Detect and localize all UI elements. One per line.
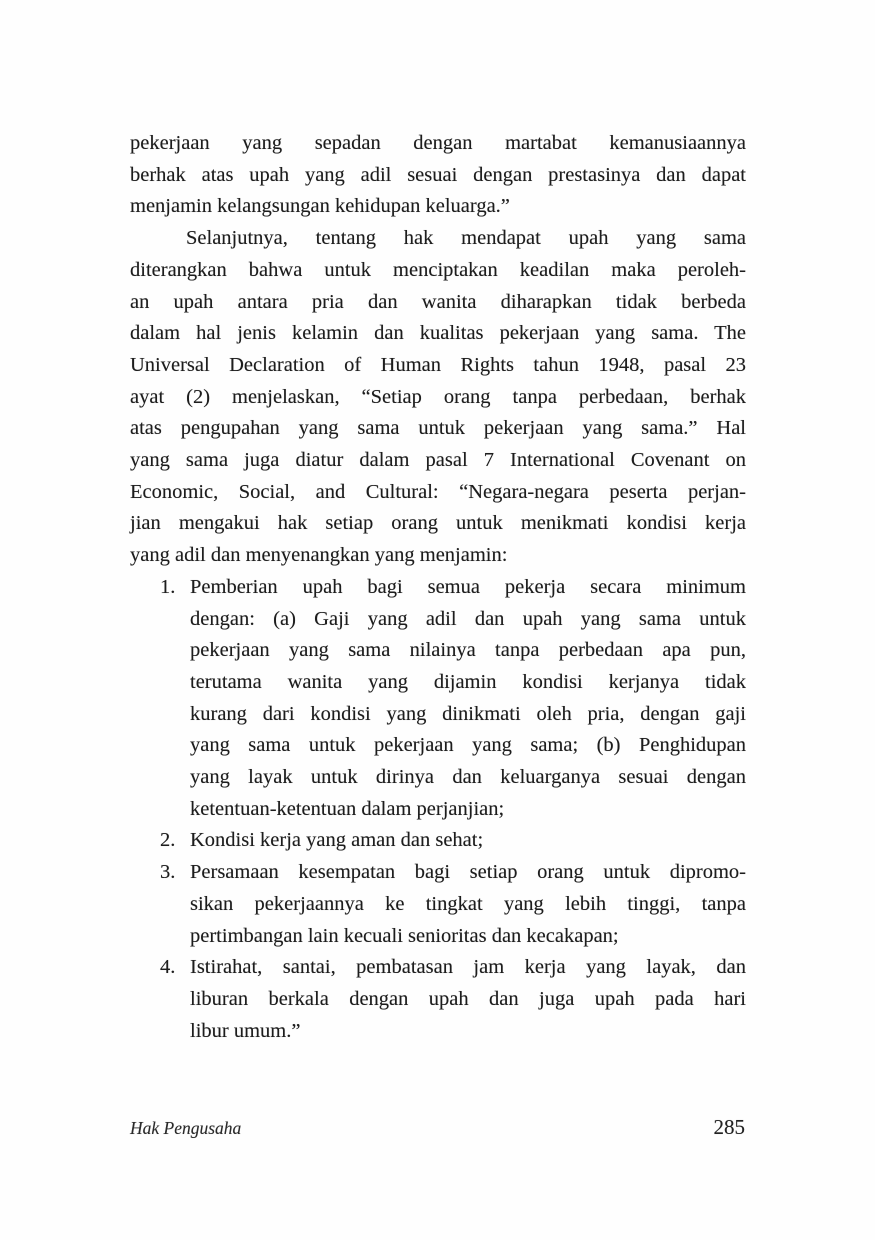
list-item-number: 4. xyxy=(160,956,176,979)
page-number: 285 xyxy=(713,1115,745,1139)
paragraph xyxy=(130,223,746,572)
list-item xyxy=(130,572,746,826)
text-line: berhak atas upah yang adil sesuai dengan prestasinya dan dapat xyxy=(130,163,746,186)
text-line: jian mengakui hak setiap orang untuk menikmati kondisi kerja xyxy=(130,512,746,535)
text-line: ketentuan-ketentuan dalam perjanjian; xyxy=(190,797,505,820)
list-item xyxy=(130,952,746,1047)
text-line: diterangkan bahwa untuk menciptakan keadilan maka peroleh- xyxy=(130,258,746,281)
body-text xyxy=(130,128,746,1047)
text-line: Pemberian upah bagi semua pekerja secara minimum xyxy=(190,575,746,598)
text-line: kurang dari kondisi yang dinikmati oleh pria, dengan gaji xyxy=(190,702,746,725)
text-line: pertimbangan lain kecuali senioritas dan kecakapan; xyxy=(190,924,619,947)
text-line: Kondisi kerja yang aman dan sehat; xyxy=(190,829,484,852)
text-line: menjamin kelangsungan kehidupan keluarga.” xyxy=(130,195,510,218)
text-line: dengan: (a) Gaji yang adil dan upah yang sama untuk xyxy=(190,607,746,630)
text-line: dalam hal jenis kelamin dan kualitas pekerjaan yang sama. The xyxy=(130,322,746,345)
text-line: Economic, Social, and Cultural: “Negara-negara peserta perjan- xyxy=(130,480,746,503)
text-line: Universal Declaration of Human Rights tahun 1948, pasal 23 xyxy=(130,353,746,376)
numbered-list xyxy=(130,572,746,1048)
text-line: terutama wanita yang dijamin kondisi kerjanya tidak xyxy=(190,670,746,693)
list-item-number: 2. xyxy=(160,829,176,852)
text-line: liburan berkala dengan upah dan juga upah pada hari xyxy=(190,987,746,1010)
text-line: ayat (2) menjelaskan, “Setiap orang tanpa perbedaan, berhak xyxy=(130,385,746,408)
paragraph xyxy=(130,128,746,223)
list-item-number: 1. xyxy=(160,575,176,598)
text-line: pekerjaan yang sepadan dengan martabat kemanusiaannya xyxy=(130,132,746,154)
text-line: yang adil dan menyenangkan yang menjamin: xyxy=(130,544,508,567)
running-footer-title: Hak Pengusaha xyxy=(130,1118,242,1138)
paragraphs xyxy=(130,128,746,572)
text-line: pekerjaan yang sama nilainya tanpa perbedaan apa pun, xyxy=(190,639,746,662)
text-line: yang layak untuk dirinya dan keluarganya sesuai dengan xyxy=(190,766,746,789)
text-line: sikan pekerjaannya ke tingkat yang lebih tinggi, tanpa xyxy=(190,892,746,915)
text-line: Istirahat, santai, pembatasan jam kerja yang layak, dan xyxy=(190,956,746,979)
text-line: an upah antara pria dan wanita diharapkan tidak berbeda xyxy=(130,290,746,313)
list-item xyxy=(130,825,746,857)
text-line: yang sama untuk pekerjaan yang sama; (b) Penghidupan xyxy=(190,734,746,757)
list-item xyxy=(130,857,746,952)
text-line: libur umum.” xyxy=(190,1019,301,1042)
text-line: Selanjutnya, tentang hak mendapat upah yang sama xyxy=(186,227,746,250)
text-line: atas pengupahan yang sama untuk pekerjaan yang sama.” Hal xyxy=(130,417,746,440)
text-line: Persamaan kesempatan bagi setiap orang untuk dipromo- xyxy=(190,861,746,884)
list-item-number: 3. xyxy=(160,861,176,884)
text-line: yang sama juga diatur dalam pasal 7 International Covenant on xyxy=(130,449,746,472)
